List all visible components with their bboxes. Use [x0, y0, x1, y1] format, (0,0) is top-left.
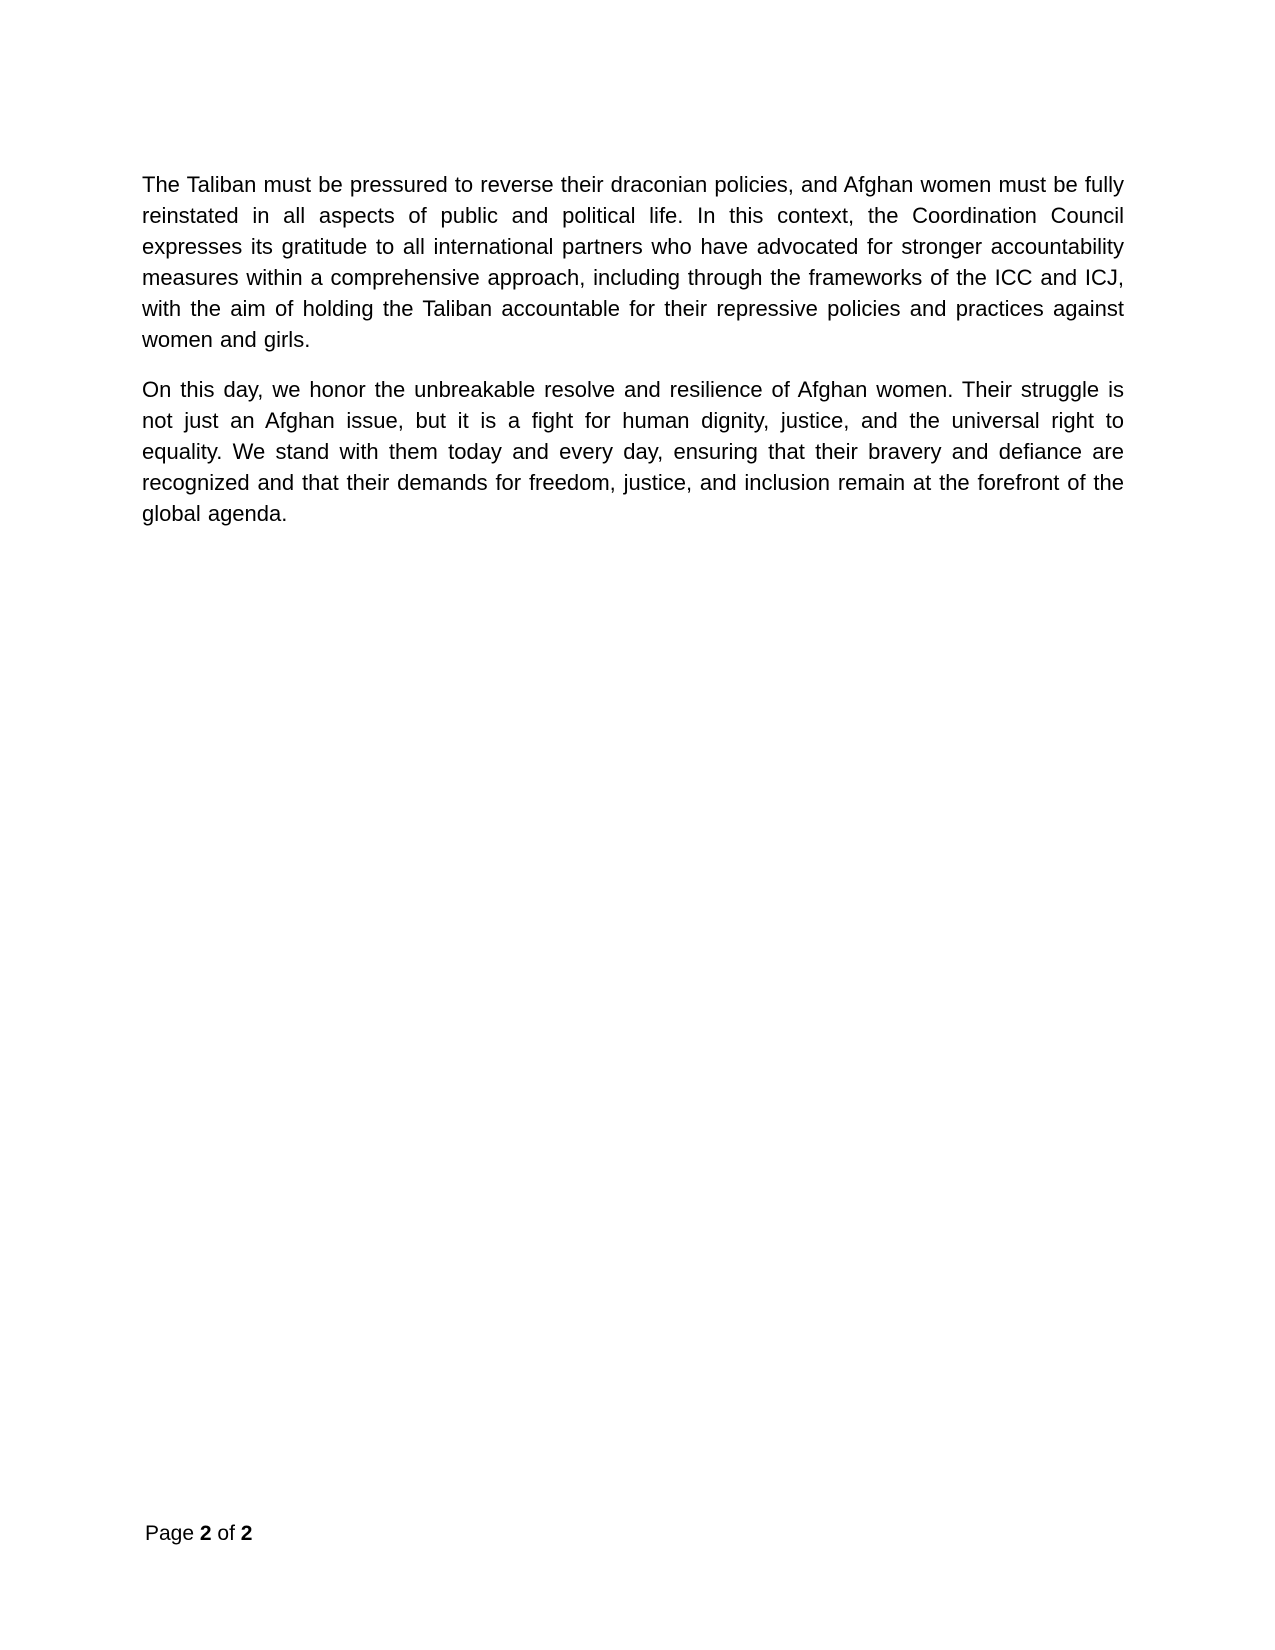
footer-word-page: Page: [145, 1522, 195, 1545]
page-number-footer: [145, 1521, 252, 1547]
body-paragraph: On this day, we honor the unbreakable resolve and resilience of Afghan women. Their struggle is not just an Afghan issue, but it is a fight for human dignity, justice, and the universal right to equality. We stand with them today and every day, ensuring that their bravery and defiance are recognized and that their demands for freedom, justice, and inclusion remain at the forefront of the global agenda.: [142, 377, 1124, 526]
document-body: [142, 169, 1124, 548]
footer-word-of: of: [217, 1522, 235, 1545]
footer-current-page-number: 2: [199, 1522, 212, 1545]
footer-total-page-number: 2: [240, 1522, 253, 1545]
body-paragraph: The Taliban must be pressured to reverse their draconian policies, and Afghan women must be fully reinstated in all aspects of public and political life. In this context, the Coordination Council expresses its gratitude to all international partners who have advocated for stronger accountability measures within a comprehensive approach, including through the frameworks of the ICC and ICJ, with the aim of holding the Taliban accountable for their repressive policies and practices against women and girls.: [142, 172, 1124, 352]
